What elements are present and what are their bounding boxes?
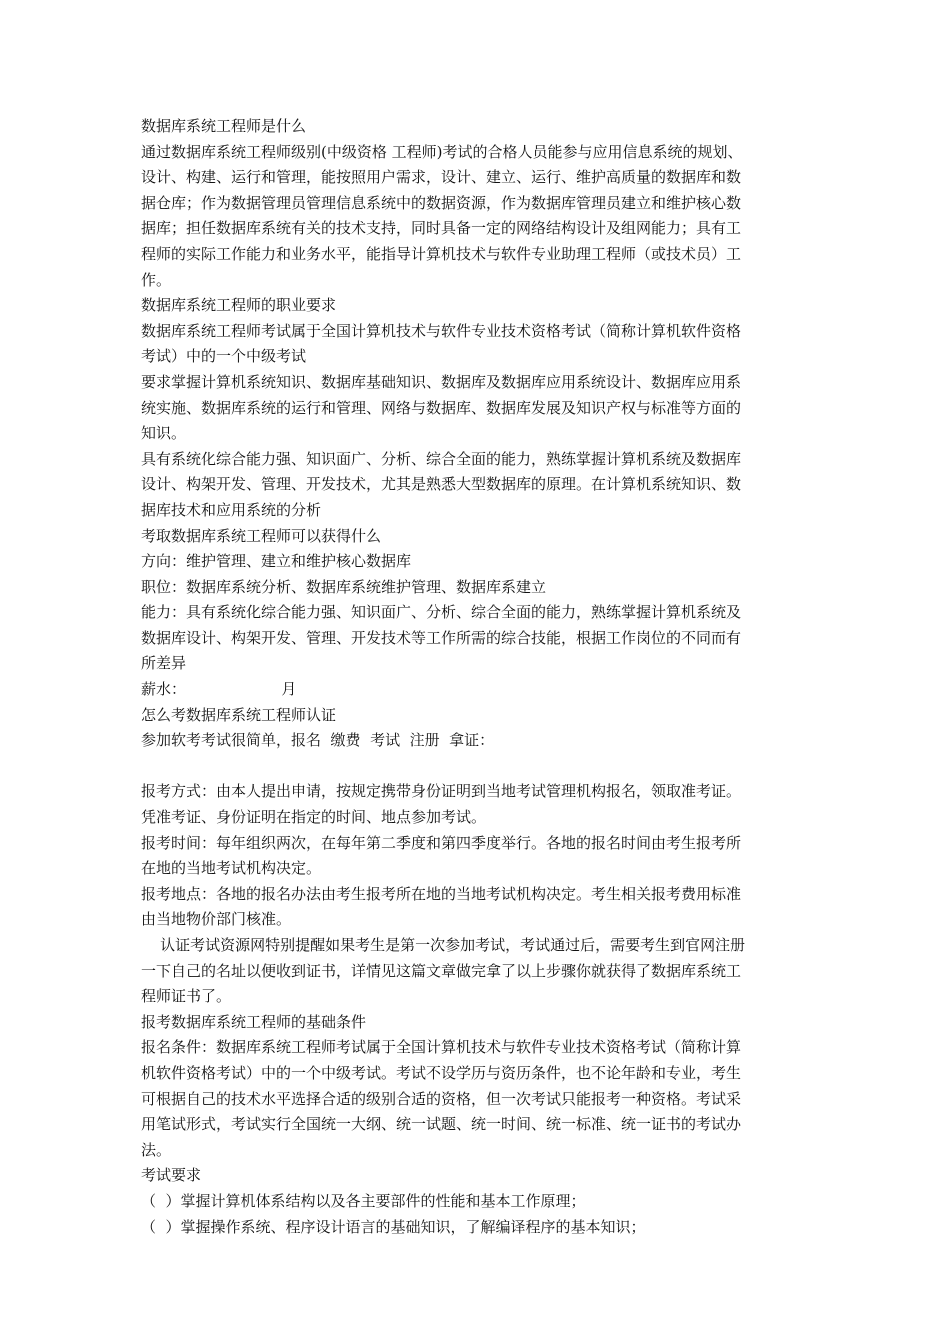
text-line: 具有系统化综合能力强、知识面广、分析、综合全面的能力，熟练掌握计算机系统及数据库 (141, 449, 742, 468)
text-line: 数据库设计、构架开发、管理、开发技术等工作所需的综合技能，根据工作岗位的不同而有 (141, 628, 742, 647)
document-page (141, 114, 813, 1240)
text-line: 程师证书了。 (141, 987, 232, 1006)
heading-what-is: 数据库系统工程师是什么 (141, 117, 307, 135)
text-line: 据库；担任数据库系统有关的技术支持，同时具备一定的网络结构设计及组网能力；具有工 (141, 219, 742, 238)
text-line: 报考方式：由本人提出申请，按规定携带身份证明到当地考试管理机构报名，领取准考证。 (141, 782, 742, 801)
text-line: 职位：数据库系统分析、数据库系统维护管理、数据库系建立 (141, 577, 547, 596)
text-line: 法。 (141, 1140, 172, 1159)
heading-career-requirements: 数据库系统工程师的职业要求 (141, 296, 337, 315)
text-line: 在地的当地考试机构决定。 (141, 859, 322, 878)
text-line: 报考时间：每年组织两次，在每年第二季度和第四季度举行。各地的报名时间由考生报考所 (141, 833, 742, 852)
salary-line: 薪水： 月 (141, 680, 297, 699)
text-line: 认证考试资源网特别提醒如果考生是第一次参加考试，考试通过后，需要考生到官网注册 (141, 936, 746, 954)
text-line: 据库技术和应用系统的分析 (141, 500, 322, 519)
text-line: 知识。 (141, 424, 187, 443)
heading-exam-requirements: 考试要求 (141, 1166, 202, 1185)
text-line: 要求掌握计算机系统知识、数据库基础知识、数据库及数据库应用系统设计、数据库应用系 (141, 372, 742, 391)
text-line: 作。 (141, 270, 172, 289)
text-line: 据仓库；作为数据管理员管理信息系统中的数据资源，作为数据库管理员建立和维护核心数 (141, 193, 742, 212)
text-line: 参加软考考试很简单，报名 缴费 考试 注册 拿证： (141, 731, 495, 750)
text-line: 设计、构建、运行和管理，能按照用户需求，设计、建立、运行、维护高质量的数据库和数 (141, 168, 742, 187)
text-line: 机软件资格考试）中的一个中级考试。考试不设学历与资历条件，也不论年龄和专业，考生 (141, 1063, 742, 1082)
text-line: 程师的实际工作能力和业务水平，能指导计算机技术与软件专业助理工程师（或技术员）工 (141, 244, 742, 263)
blank-line (141, 754, 813, 780)
text-line: 统实施、数据库系统的运行和管理、网络与数据库、数据库发展及知识产权与标准等方面的 (141, 398, 742, 417)
text-line: 数据库系统工程师考试属于全国计算机技术与软件专业技术资格考试（简称计算机软件资格 (141, 321, 742, 340)
text-line: 考试）中的一个中级考试 (141, 347, 307, 366)
text-line: 一下自己的名址以便收到证书，详情见这篇文章做完拿了以上步骤你就获得了数据库系统工 (141, 961, 742, 980)
text-line: 通过数据库系统工程师级别(中级资格 工程师)考试的合格人员能参与应用信息系统的规划、 (141, 142, 743, 161)
heading-benefits: 考取数据库系统工程师可以获得什么 (141, 526, 382, 545)
text-line: 凭准考证、身份证明在指定的时间、地点参加考试。 (141, 808, 487, 827)
list-item: （ ）掌握操作系统、程序设计语言的基础知识，了解编译程序的基本知识； (141, 1217, 646, 1236)
text-line: 设计、构架开发、管理、开发技术，尤其是熟悉大型数据库的原理。在计算机系统知识、数 (141, 475, 742, 494)
text-line: 可根据自己的技术水平选择合适的级别合适的资格，但一次考试只能报考一种资格。考试采 (141, 1089, 742, 1108)
list-item: （ ）掌握计算机体系结构以及各主要部件的性能和基本工作原理； (141, 1191, 586, 1210)
text-line: 方向：维护管理、建立和维护核心数据库 (141, 552, 412, 571)
heading-basic-conditions: 报考数据库系统工程师的基础条件 (141, 1012, 367, 1031)
text-line: 用笔试形式，考试实行全国统一大纲、统一试题、统一时间、统一标准、统一证书的考试办 (141, 1115, 742, 1134)
text-line: 所差异 (141, 654, 187, 673)
text-line: 由当地物价部门核准。 (141, 910, 292, 929)
text-line: 报考地点：各地的报名办法由考生报考所在地的当地考试机构决定。考生相关报考费用标准 (141, 884, 742, 903)
text-line: 能力：具有系统化综合能力强、知识面广、分析、综合全面的能力，熟练掌握计算机系统及 (141, 603, 742, 622)
heading-how-to-certify: 怎么考数据库系统工程师认证 (141, 705, 337, 724)
text-line: 报名条件：数据库系统工程师考试属于全国计算机技术与软件专业技术资格考试（简称计算 (141, 1038, 742, 1057)
